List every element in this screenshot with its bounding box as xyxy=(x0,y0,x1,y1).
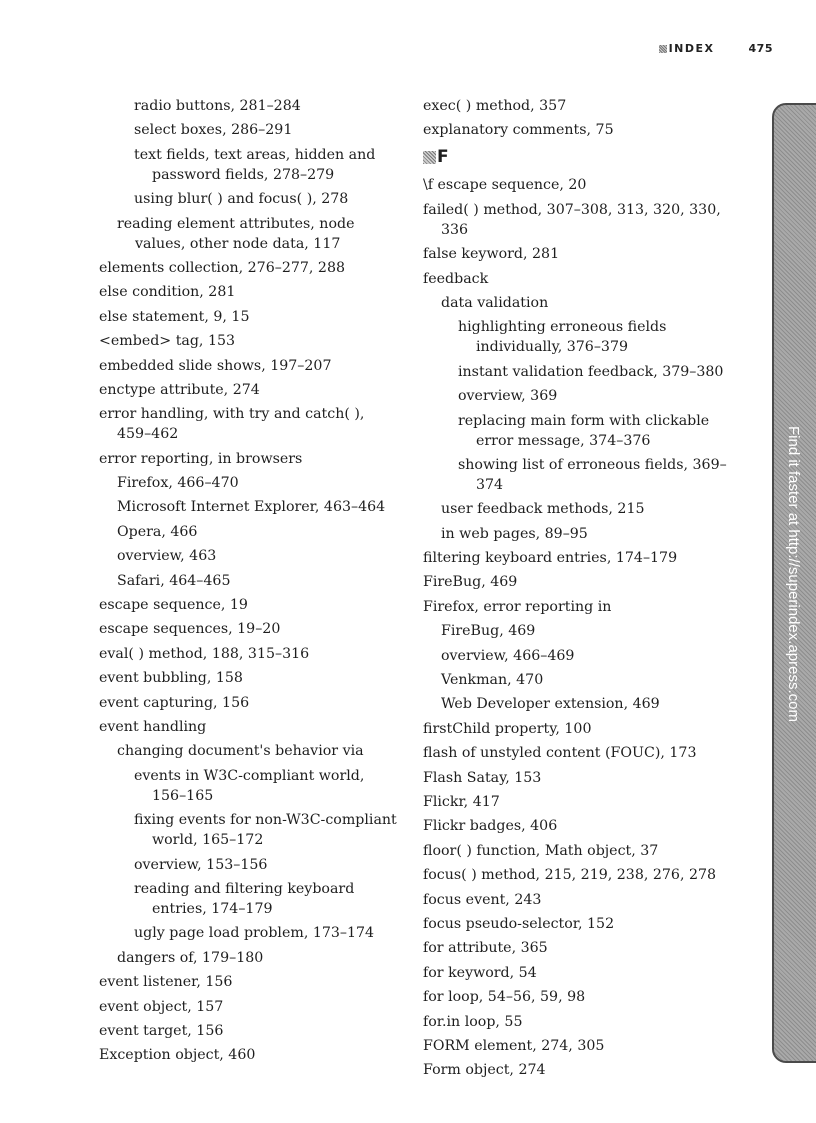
index-entry: Form object, 274 xyxy=(423,1062,546,1079)
index-entry: firstChild property, 100 xyxy=(423,720,592,737)
index-entry: event bubbling, 158 xyxy=(99,670,243,687)
letter-heading xyxy=(423,147,743,167)
index-entry: Firefox, 466–470 xyxy=(117,475,239,492)
index-entry: text fields, text areas, hidden and password fields, 278–279 xyxy=(134,146,376,183)
index-entry: for attribute, 365 xyxy=(423,940,548,957)
index-entry: in web pages, 89–95 xyxy=(441,525,588,542)
index-entry: feedback xyxy=(423,270,489,287)
index-entry: fixing events for non-W3C-compliant world, 165–172 xyxy=(134,812,397,849)
index-entry: for.in loop, 55 xyxy=(423,1013,523,1030)
index-entry: radio buttons, 281–284 xyxy=(134,98,301,114)
index-entry: elements collection, 276–277, 288 xyxy=(99,259,346,276)
index-entry: embedded slide shows, 197–207 xyxy=(99,357,332,374)
index-entry: false keyword, 281 xyxy=(423,246,560,263)
index-entry: event target, 156 xyxy=(99,1022,224,1039)
index-entry: Venkman, 470 xyxy=(441,672,544,689)
index-entry: overview, 463 xyxy=(117,548,217,565)
index-entry: <embed> tag, 153 xyxy=(99,333,236,350)
index-entry: FORM element, 274, 305 xyxy=(423,1037,605,1054)
index-column-left xyxy=(99,96,399,1070)
index-column-right xyxy=(423,96,743,1085)
index-entry: for keyword, 54 xyxy=(423,964,537,981)
index-entry: exec( ) method, 357 xyxy=(423,98,567,114)
letter-heading-text: F xyxy=(437,147,449,168)
index-entry: error reporting, in browsers xyxy=(99,450,303,467)
section-marker-icon xyxy=(659,45,667,53)
index-entry: changing document's behavior via xyxy=(117,743,364,760)
index-entry: overview, 466–469 xyxy=(441,647,575,664)
index-entry: focus pseudo-selector, 152 xyxy=(423,915,615,932)
letter-marker-icon xyxy=(423,151,436,164)
index-entry: using blur( ) and focus( ), 278 xyxy=(134,191,349,208)
index-entry: focus( ) method, 215, 219, 238, 276, 278 xyxy=(423,867,717,884)
index-entry: Opera, 466 xyxy=(117,523,198,540)
index-entry: showing list of erroneous fields, 369–374 xyxy=(458,456,727,493)
index-entry: escape sequence, 19 xyxy=(99,597,248,614)
index-entry: Flickr badges, 406 xyxy=(423,818,558,835)
index-entry: event listener, 156 xyxy=(99,974,233,991)
index-entry: user feedback methods, 215 xyxy=(441,501,645,518)
index-entry: highlighting erroneous fields individually, 376–379 xyxy=(458,319,667,356)
index-entry: error handling, with try and catch( ), 459–462 xyxy=(99,406,365,443)
index-entry: else condition, 281 xyxy=(99,284,236,301)
index-entry: FireBug, 469 xyxy=(441,623,536,640)
index-entry: explanatory comments, 75 xyxy=(423,122,614,139)
index-entry: event capturing, 156 xyxy=(99,694,250,711)
index-entry: replacing main form with clickable error message, 374–376 xyxy=(458,412,710,449)
index-entry: else statement, 9, 15 xyxy=(99,308,250,325)
index-entry: FireBug, 469 xyxy=(423,574,518,591)
index-entry: filtering keyboard entries, 174–179 xyxy=(423,550,678,567)
index-entry: data validation xyxy=(441,294,549,311)
index-entry: events in W3C-compliant world, 156–165 xyxy=(134,767,365,804)
index-entry: Microsoft Internet Explorer, 463–464 xyxy=(117,499,386,516)
index-entry: reading and filtering keyboard entries, 174–179 xyxy=(134,880,355,917)
index-entry: overview, 153–156 xyxy=(134,856,268,873)
index-entry: reading element attributes, node values, other node data, 117 xyxy=(117,215,355,252)
page-number: 475 xyxy=(748,42,773,55)
index-entry: event object, 157 xyxy=(99,998,224,1015)
index-entry: dangers of, 179–180 xyxy=(117,949,264,966)
running-header xyxy=(659,42,773,55)
index-entry: for loop, 54–56, 59, 98 xyxy=(423,989,586,1006)
section-title: INDEX xyxy=(668,42,715,55)
index-entry: Safari, 464–465 xyxy=(117,572,231,589)
index-entry: ugly page load problem, 173–174 xyxy=(134,925,375,942)
index-entry: escape sequences, 19–20 xyxy=(99,621,281,638)
index-entry: \f escape sequence, 20 xyxy=(423,177,587,194)
index-entry: Exception object, 460 xyxy=(99,1047,256,1064)
side-tab-text: Find it faster at http://superindex.apress.com xyxy=(785,426,802,722)
index-entry: Flickr, 417 xyxy=(423,793,500,810)
index-entry: eval( ) method, 188, 315–316 xyxy=(99,645,310,662)
index-entry: Flash Satay, 153 xyxy=(423,769,542,786)
index-entry: focus event, 243 xyxy=(423,891,542,908)
index-entry: Firefox, error reporting in xyxy=(423,598,612,615)
index-entry: select boxes, 286–291 xyxy=(134,122,293,139)
index-entry: Web Developer extension, 469 xyxy=(441,696,660,713)
index-entry: failed( ) method, 307–308, 313, 320, 330, 336 xyxy=(423,201,721,238)
index-entry: flash of unstyled content (FOUC), 173 xyxy=(423,745,697,762)
index-entry: enctype attribute, 274 xyxy=(99,381,260,398)
index-entry: instant validation feedback, 379–380 xyxy=(458,363,724,380)
index-entry: overview, 369 xyxy=(458,388,558,405)
index-entry: floor( ) function, Math object, 37 xyxy=(423,842,659,859)
index-entry: event handling xyxy=(99,718,207,735)
